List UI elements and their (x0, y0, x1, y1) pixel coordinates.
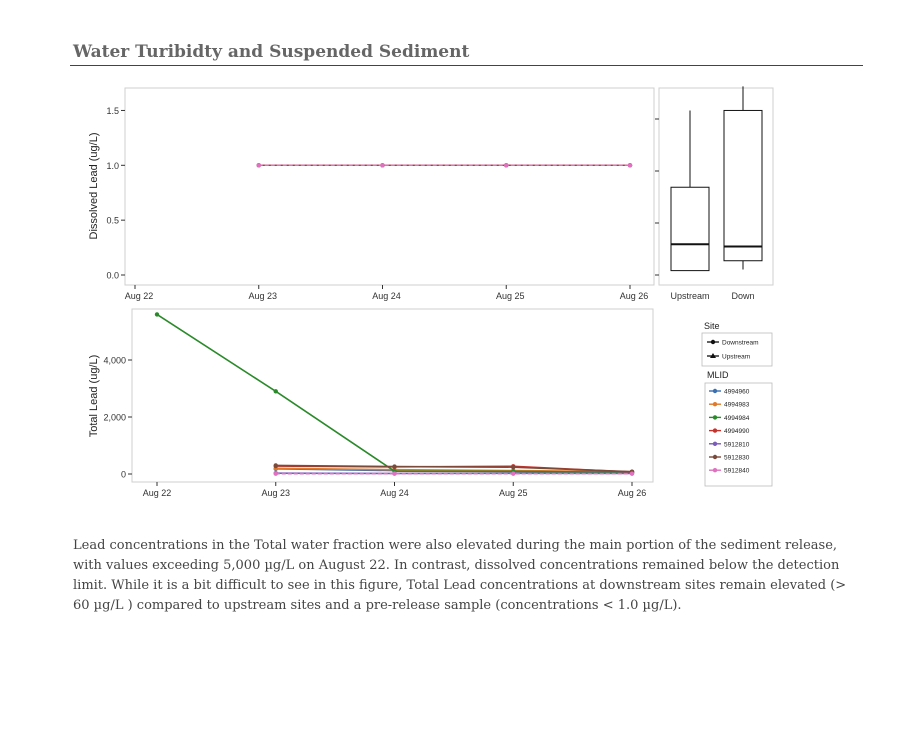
paragraph-line: 60 µg/L ) compared to upstream sites and a pre-release sample (concentrations < 1.0 µg/L). (73, 598, 682, 613)
total-x-tick-label: Aug 24 (380, 488, 409, 498)
box-x-tick-label: Down (731, 291, 755, 301)
total-lead-panel (88, 309, 653, 498)
legend (702, 321, 772, 486)
paragraph-line: with values exceeding 5,000 µg/L on August 22. In contrast, dissolved concentrations remained below the detection (73, 558, 840, 573)
dissolved-y-label: Dissolved Lead (ug/L) (88, 132, 100, 240)
dissolved-y-tick-label: 0.0 (106, 270, 119, 281)
dissolved-x-tick-label: Aug 22 (124, 291, 154, 301)
dissolved-y-tick-label: 0.5 (106, 215, 119, 226)
legend-mlid-label: 5912830 (724, 454, 750, 462)
body-paragraph (73, 536, 863, 616)
legend-mlid-label: 4994960 (724, 388, 750, 396)
legend-site-title: Site (704, 321, 720, 331)
dissolved-data-point (380, 163, 384, 167)
total-data-point (155, 312, 159, 316)
legend-mlid-marker (713, 455, 717, 459)
legend-mlid-marker (713, 468, 717, 472)
dissolved-plot-frame (125, 88, 654, 285)
total-data-point (274, 389, 278, 393)
total-data-point (392, 464, 396, 468)
total-plot-frame (132, 309, 653, 482)
legend-site-box (702, 333, 772, 366)
site-boxplot-panel (655, 86, 773, 301)
legend-mlid-label: 5912810 (724, 441, 750, 449)
page-title: Water Turibidty and Suspended Sediment (73, 42, 470, 62)
total-data-point (511, 472, 515, 476)
dissolved-x-tick-label: Aug 24 (372, 291, 401, 301)
legend-mlid-marker (713, 415, 717, 419)
dissolved-y-tick-label: 1.5 (106, 105, 119, 116)
dissolved-lead-panel (88, 88, 654, 301)
total-y-label: Total Lead (ug/L) (88, 354, 100, 438)
total-data-point (274, 463, 278, 467)
legend-mlid-title: MLID (707, 370, 729, 380)
total-data-point (392, 472, 396, 476)
dissolved-x-tick-label: Aug 26 (619, 291, 649, 301)
box-iqr (671, 187, 709, 270)
total-x-tick-label: Aug 25 (498, 488, 528, 498)
total-y-tick-label: 2,000 (103, 412, 126, 423)
box-iqr (724, 110, 762, 260)
legend-mlid-label: 4994983 (724, 401, 750, 409)
dissolved-x-tick-label: Aug 25 (495, 291, 525, 301)
paragraph-line: limit. While it is a bit difficult to see in this figure, Total Lead concentrations at downstream sites remain elevated (> (73, 578, 847, 593)
legend-site-marker (711, 340, 715, 344)
legend-mlid-label: 4994984 (724, 414, 750, 422)
legend-mlid-label: 5912840 (724, 467, 750, 475)
total-x-tick-label: Aug 22 (142, 488, 172, 498)
total-data-point (630, 472, 634, 476)
total-x-tick-label: Aug 23 (261, 488, 291, 498)
dissolved-y-tick-label: 1.0 (106, 160, 119, 171)
total-y-tick-label: 0 (120, 469, 126, 480)
dissolved-data-point (257, 163, 261, 167)
total-data-point (274, 472, 278, 476)
paragraph-line: Lead concentrations in the Total water fraction were also elevated during the main portion of the sediment release, (73, 538, 838, 553)
dissolved-data-point (628, 163, 632, 167)
box-x-tick-label: Upstream (670, 291, 710, 301)
total-y-tick-label: 4,000 (103, 355, 126, 366)
legend-mlid-marker (713, 442, 717, 446)
legend-mlid-marker (713, 428, 717, 432)
dissolved-data-point (504, 163, 508, 167)
legend-mlid-label: 4994990 (724, 428, 750, 436)
legend-mlid-marker (713, 389, 717, 393)
legend-site-label: Upstream (722, 353, 751, 361)
legend-mlid-marker (713, 402, 717, 406)
dissolved-x-tick-label: Aug 23 (248, 291, 278, 301)
total-x-tick-label: Aug 26 (617, 488, 647, 498)
total-data-point (511, 465, 515, 469)
legend-site-label: Downstream (722, 339, 759, 347)
